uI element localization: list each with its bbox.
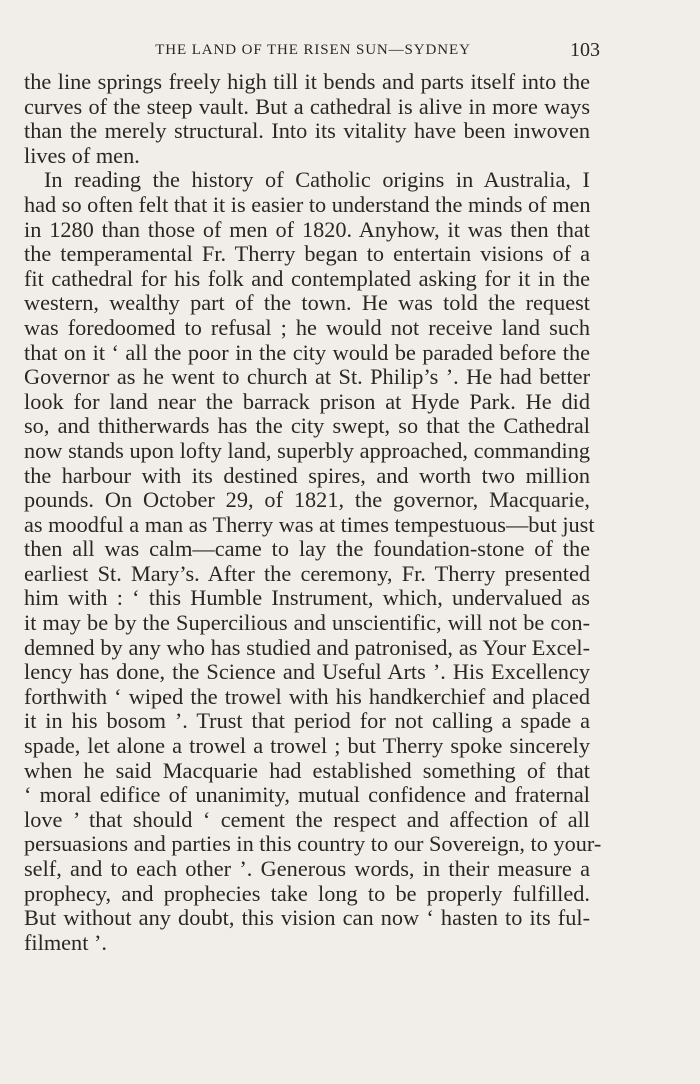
text-line: was foredoomed to refusal ; he would not receive land such <box>24 314 590 340</box>
text-line: so, and thitherwards has the city swept, so that the Cathedral <box>24 413 590 439</box>
running-title: THE LAND OF THE RISEN SUN—SYDNEY <box>155 42 471 58</box>
text-line: love ’ that should ‘ cement the respect and affection of all <box>24 806 590 832</box>
text-line: fit cathedral for his folk and contemplated asking for it in the <box>24 265 590 291</box>
text-line: the harbour with its destined spires, and worth two million <box>24 462 590 488</box>
text-line: it in his bosom ’. Trust that period for not calling a spade a <box>24 708 590 734</box>
text-line: had so often felt that it is easier to understand the minds of men <box>24 191 591 217</box>
text-line: it may be by the Supercilious and unscientific, will not be con- <box>24 610 590 636</box>
text-line: the line springs freely high till it bends and parts itself into the <box>24 69 590 94</box>
text-line: lency has done, the Science and Useful Arts ’. His Excellency <box>24 659 590 685</box>
text-line: Governor as he went to church at St. Philip’s ’. He had better <box>24 364 590 390</box>
text-line: filment ’. <box>24 929 107 955</box>
text-line: that on it ‘ all the poor in the city would be paraded before the <box>24 339 590 365</box>
text-line: look for land near the barrack prison at Hyde Park. He did <box>24 388 590 414</box>
text-line: in 1280 than those of men of 1820. Anyhow, it was then that <box>24 216 590 242</box>
text-line: him with : ‘ this Humble Instrument, which, undervalued as <box>24 585 590 611</box>
text-line: earliest St. Mary’s. After the ceremony, Fr. Therry presented <box>24 560 590 586</box>
text-line: pounds. On October 29, of 1821, the governor, Macquarie, <box>24 487 590 513</box>
page-number: 103 <box>570 39 600 61</box>
text-line: spade, let alone a trowel a trowel ; but Therry spoke sincerely <box>24 733 590 759</box>
text-line: In reading the history of Catholic origins in Australia, I <box>44 167 590 193</box>
text-line: lives of men. <box>24 142 140 168</box>
text-line: now stands upon lofty land, superbly approached, commanding <box>24 437 590 463</box>
body-text <box>24 69 602 955</box>
text-line: demned by any who has studied and patronised, as Your Excel- <box>24 634 590 660</box>
text-line: prophecy, and prophecies take long to be properly fulfilled. <box>24 880 590 906</box>
text-line: western, wealthy part of the town. He was told the request <box>24 290 590 316</box>
text-line: But without any doubt, this vision can now ‘ hasten to its ful- <box>24 905 590 931</box>
text-line: than the merely structural. Into its vitality have been inwoven <box>24 118 590 144</box>
text-line: curves of the steep vault. But a cathedral is alive in more ways <box>24 93 590 119</box>
text-line: forthwith ‘ wiped the trowel with his handkerchief and placed <box>24 683 590 709</box>
text-line: self, and to each other ’. Generous words, in their measure a <box>24 856 590 881</box>
text-line: the temperamental Fr. Therry began to entertain visions of a <box>24 241 590 267</box>
text-line: then all was calm—came to lay the foundation-stone of the <box>24 536 590 562</box>
running-head <box>24 40 602 64</box>
text-line: when he said Macquarie had established something of that <box>24 757 590 783</box>
text-line: as moodful a man as Therry was at times tempestuous—but just <box>24 511 595 537</box>
text-line: persuasions and parties in this country to our Sovereign, to your- <box>24 831 602 857</box>
text-line: ‘ moral edifice of unanimity, mutual confidence and fraternal <box>24 782 590 808</box>
